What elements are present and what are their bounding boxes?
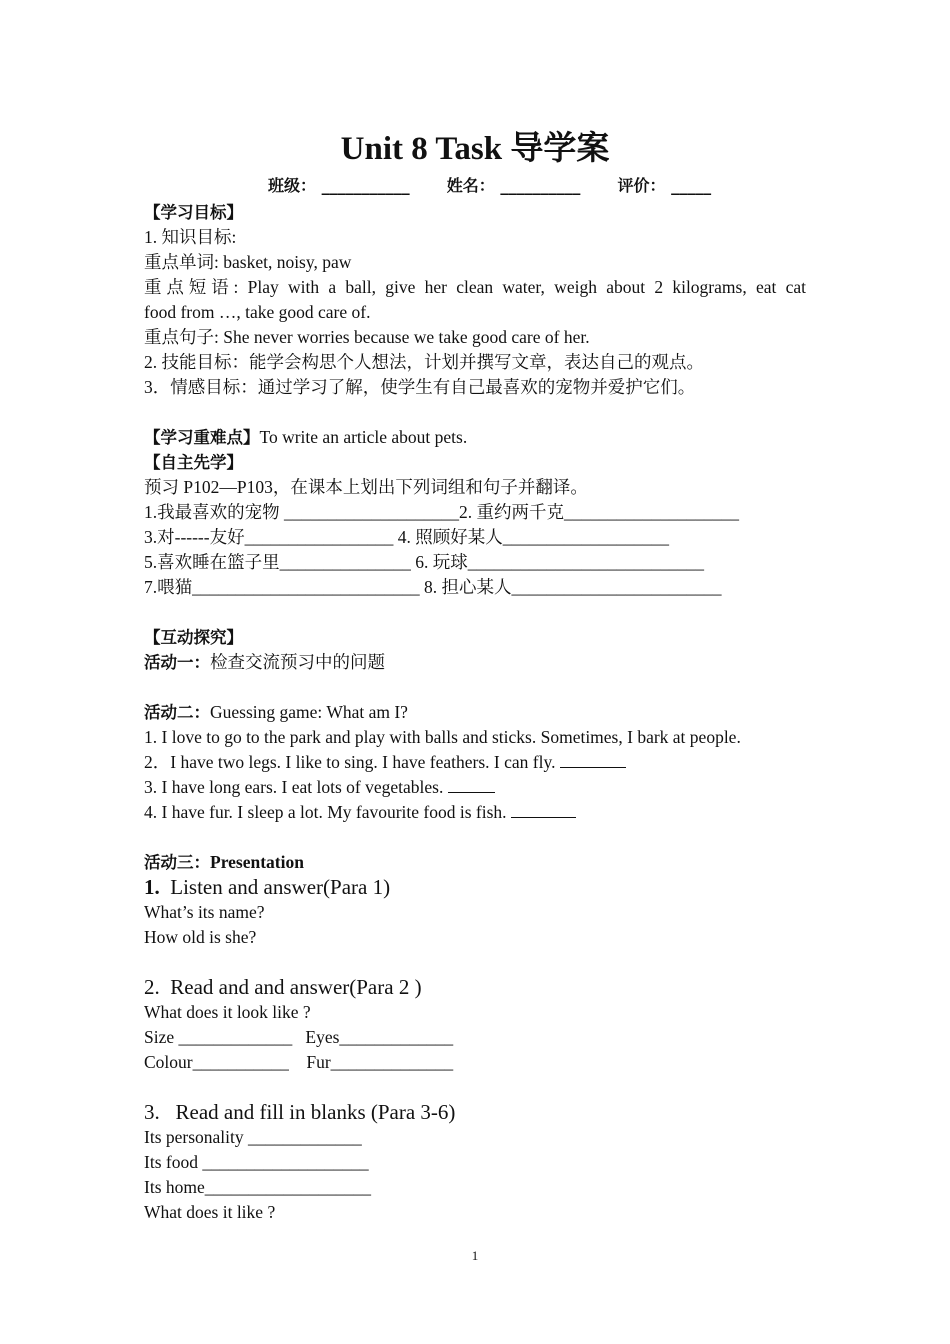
activity-1-label: 活动一： xyxy=(144,653,210,672)
goals-phrases-line1: 重点短语: Play with a ball, give her clean water, weigh about 2 kilograms, eat cat xyxy=(144,277,806,297)
part-3-title: 3. Read and fill in blanks (Para 3-6) xyxy=(144,1100,456,1124)
goals-heading: 【学习目标】 xyxy=(144,203,243,222)
name-label: 姓名： xyxy=(446,176,495,195)
difficulty-heading: 【学习重难点】 xyxy=(144,428,260,447)
class-label: 班级： xyxy=(268,176,317,195)
guess-3-line xyxy=(144,775,806,800)
guess-3-answer-line xyxy=(448,775,495,793)
activity-1 xyxy=(144,650,806,675)
preview-row-3: 5.喜欢睡在篮子里_______________ 6. 玩球___________________________ xyxy=(144,552,704,572)
class-blank: ___________ xyxy=(321,176,410,195)
preview-intro: 预习 P102—P103，在课本上划出下列词组和句子并翻译。 xyxy=(144,477,588,497)
part-1-question-1: What’s its name? xyxy=(144,902,265,922)
part-1-number: 1. xyxy=(144,875,160,899)
preview-row-1: 1.我最喜欢的宠物 ____________________2. 重约两千克____________________ xyxy=(144,502,739,522)
activity-3-text: Presentation xyxy=(210,852,304,872)
goals-skill: 2. 技能目标：能学会构思个人想法，计划并撰写文章，表达自己的观点。 xyxy=(144,352,704,372)
goals-emotion: 3．情感目标：通过学习了解，使学生有自己最喜欢的宠物并爱护它们。 xyxy=(144,377,696,397)
activity-1-text: 检查交流预习中的问题 xyxy=(210,652,385,672)
part-3-home: Its home___________________ xyxy=(144,1177,372,1197)
header-fields xyxy=(268,174,711,198)
preview-row-2: 3.对------友好_________________ 4. 照顾好某人___________________ xyxy=(144,527,669,547)
part-3-personality: Its personality _____________ xyxy=(144,1127,362,1147)
activity-2-label: 活动二： xyxy=(144,703,210,722)
activity-3-label: 活动三： xyxy=(144,853,210,872)
guess-4-line xyxy=(144,800,806,825)
goals-phrases-line2: food from …, take good care of. xyxy=(144,302,371,322)
part-3-food: Its food ___________________ xyxy=(144,1152,369,1172)
goals-sentence: 重点句子: She never worries because we take good care of her. xyxy=(144,327,590,347)
document-body xyxy=(144,200,806,1225)
guess-1: 1. I love to go to the park and play with balls and sticks. Sometimes, I bark at people. xyxy=(144,727,741,747)
name-blank: __________ xyxy=(500,176,581,195)
guess-2-answer-line xyxy=(560,750,626,768)
part-3-question: What does it like ? xyxy=(144,1202,276,1222)
guess-2-line xyxy=(144,750,806,775)
activity-2-text: Guessing game: What am I? xyxy=(210,702,408,722)
part-2-colour-fur: Colour___________ Fur______________ xyxy=(144,1052,454,1072)
difficulty-line xyxy=(144,425,806,450)
score-blank: _____ xyxy=(671,176,712,195)
part-1-text: Listen and answer(Para 1) xyxy=(159,875,391,899)
goals-knowledge: 1. 知识目标: xyxy=(144,227,237,247)
guess-4: 4. I have fur. I sleep a lot. My favourite food is fish. xyxy=(144,802,511,822)
part-1-title xyxy=(144,875,806,900)
activity-3 xyxy=(144,850,806,875)
guess-2: 2．I have two legs. I like to sing. I have feathers. I can fly. xyxy=(144,752,560,772)
interact-heading: 【互动探究】 xyxy=(144,628,243,647)
part-2-size-eyes: Size _____________ Eyes_____________ xyxy=(144,1027,454,1047)
preview-heading: 【自主先学】 xyxy=(144,453,243,472)
part-2-question: What does it look like ? xyxy=(144,1002,311,1022)
activity-2 xyxy=(144,700,806,725)
part-1-question-2: How old is she? xyxy=(144,927,257,947)
page-number: 1 xyxy=(471,1248,479,1263)
difficulty-text: To write an article about pets. xyxy=(259,427,468,447)
guess-4-answer-line xyxy=(511,800,576,818)
guess-3: 3. I have long ears. I eat lots of vegetables. xyxy=(144,777,448,797)
goals-words: 重点单词: basket, noisy, paw xyxy=(144,252,352,272)
part-2-title: 2. Read and and answer(Para 2 ) xyxy=(144,975,422,999)
page-title: Unit 8 Task 导学案 xyxy=(340,131,610,167)
preview-row-4: 7.喂猫__________________________ 8. 担心某人________________________ xyxy=(144,577,722,597)
score-label: 评价： xyxy=(617,176,666,195)
